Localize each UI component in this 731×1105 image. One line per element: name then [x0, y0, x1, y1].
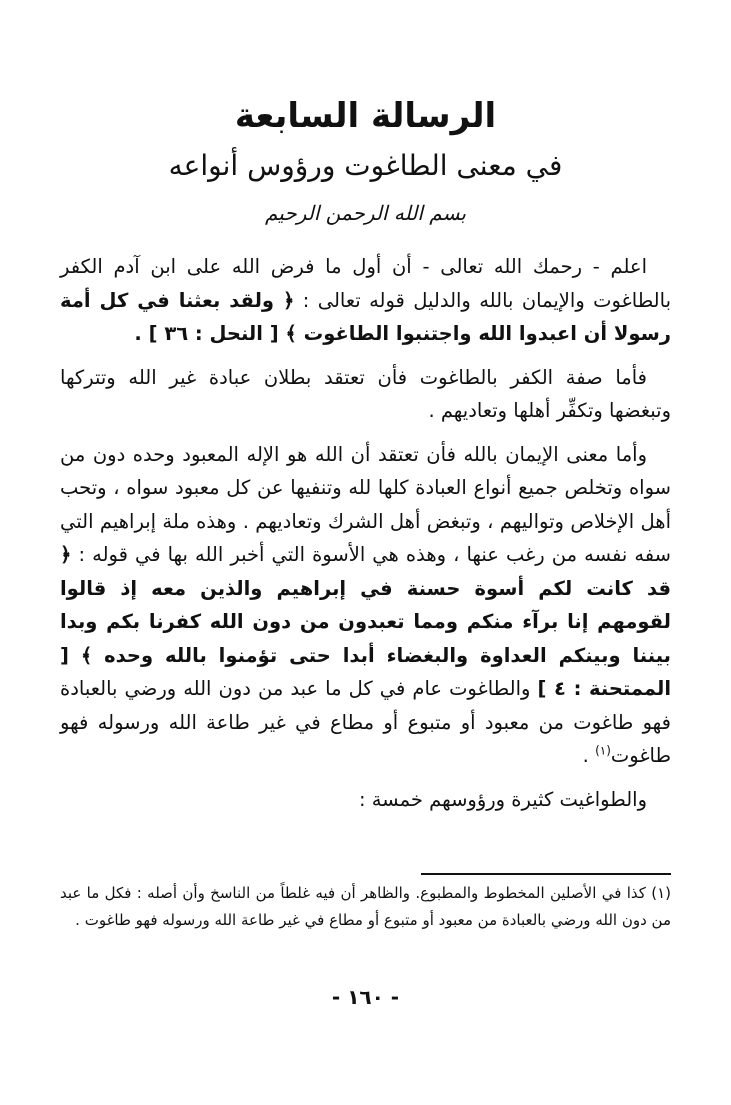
paragraph-1-text: اعلم - رحمك الله تعالى - أن أول ما فرض الله على ابن آدم الكفر بالطاغوت والإيمان بالله والدليل قوله تعالى :	[60, 255, 671, 312]
verse-reference-1: [ النحل : ٣٦ ] .	[134, 322, 286, 345]
footnote	[60, 880, 671, 934]
page-subtitle: في معنى الطاغوت ورؤوس أنواعه	[168, 149, 563, 182]
paragraph-3-text: وأما معنى الإيمان بالله فأن تعتقد أن الله هو الإله المعبود وحده دون من سواه وتخلص جميع أنواع العبادة كلها لله وتنفيها عن كل معبود سواه ، وتحب أهل الإخلاص وتواليهم ، وتبغض أهل الشرك وتعاديهم . وهذه ملة إبراهيم التي سفه نفسه من رغب عنها ، وهذه هي الأسوة التي أخبر الله بها في قوله :	[60, 442, 671, 566]
body-text	[60, 250, 671, 826]
document-page	[60, 0, 671, 1105]
paragraph-1	[60, 250, 671, 351]
paragraph-3-continuation: والطاغوت عام في كل ما عبد من دون الله ورضي بالعبادة فهو طاغوت من معبود أو متبوع أو مطاع في غير طاعة الله ورسوله فهو طاغوت	[60, 677, 671, 767]
verse-reference-2: [ الممتحنة : ٤ ]	[60, 643, 672, 700]
quran-verse-2: ﴿ قد كانت لكم أسوة حسنة في إبراهيم والذين معه إذ قالوا لقومهم إنا برآء منكم ومما تعبدون من دون الله كفرنا بكم وبدا بيننا وبينكم العداوة والبغضاء أبدا حتى تؤمنوا بالله وحده ﴾	[60, 543, 672, 667]
paragraph-3-end: .	[582, 744, 596, 767]
footnote-marker: (١)	[595, 743, 611, 758]
paragraph-2	[60, 361, 671, 428]
footnote-text: (١) كذا في الأصلين المخطوط والمطبوع. والظاهر أن فيه غلطاً من الناسخ وأن أصله : فكل ما عبد من دون الله ورضي بالعبادة من معبود أو متبوع أو مطاع في غير طاعة الله ورسوله فهو طاغوت .	[60, 884, 671, 929]
quran-verse-1: ﴿ ولقد بعثنا في كل أمة رسولا أن اعبدوا الله واجتنبوا الطاغوت ﴾	[60, 288, 671, 345]
paragraph-4-text: والطواغيت كثيرة ورؤوسهم خمسة :	[358, 787, 647, 811]
basmala-calligraphy: بسم الله الرحمن الرحيم	[264, 201, 466, 225]
paragraph-2-text: فأما صفة الكفر بالطاغوت فأن تعتقد بطلان عبادة غير الله وتتركها وتبغضها وتكفِّر أهلها وتعاديهم .	[60, 365, 671, 422]
page-number: - ١٦٠ -	[331, 985, 400, 1009]
footnote-divider	[421, 873, 671, 875]
page-title: الرسالة السابعة	[234, 96, 497, 136]
paragraph-4	[60, 783, 671, 817]
paragraph-3	[60, 438, 671, 773]
